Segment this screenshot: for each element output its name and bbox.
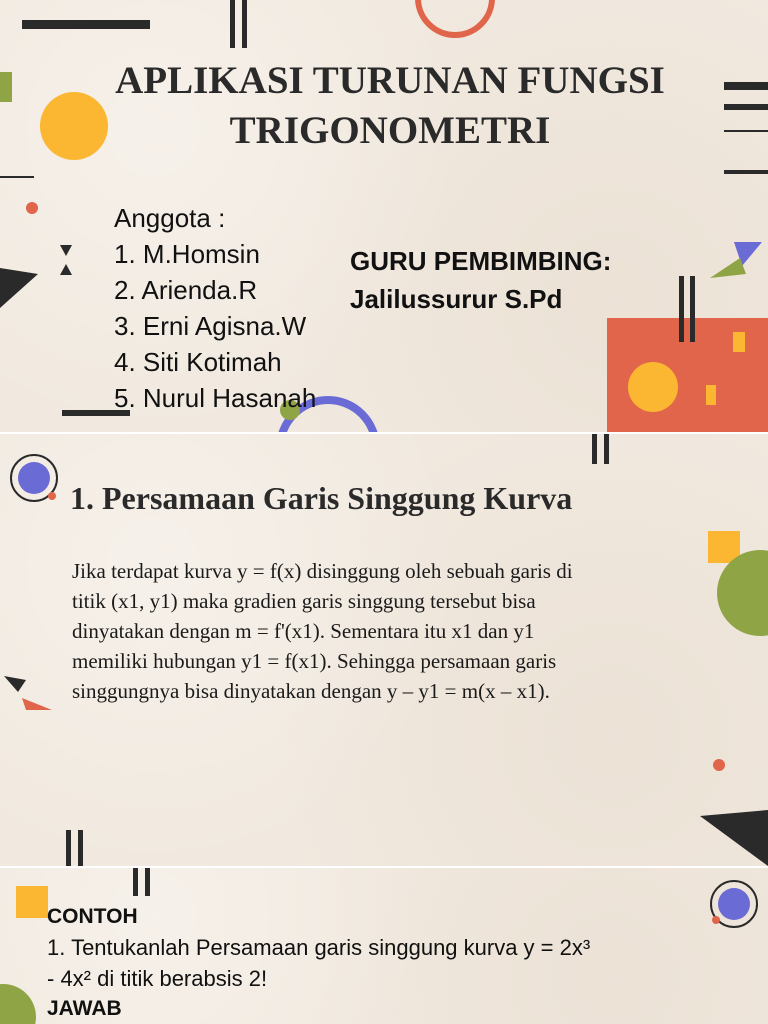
- dark-triangle-decoration: [0, 268, 42, 310]
- supervisor-label: GURU PEMBIMBING:: [350, 246, 612, 276]
- double-line-decoration: [679, 276, 684, 342]
- yellow-circle-decoration: [628, 362, 678, 412]
- body-line: memiliki hubungan y1 = f(x1). Sehingga persamaan garis: [72, 649, 557, 673]
- right-bar-decoration: [724, 104, 768, 110]
- supervisor-name: Jalilussurur S.Pd: [350, 284, 563, 314]
- question-line: - 4x² di titik berabsis 2!: [47, 966, 268, 991]
- yellow-square-decoration: [733, 332, 745, 352]
- green-square-decoration: [0, 72, 12, 102]
- dark-triangle-decoration: [700, 810, 768, 866]
- double-line-decoration: [604, 434, 609, 464]
- presentation-title: [60, 56, 720, 156]
- members-list: [114, 200, 316, 416]
- orange-dot-decoration: [713, 759, 725, 771]
- double-line-decoration: [133, 868, 138, 896]
- example-block: [47, 902, 727, 1024]
- thin-line-decoration: [0, 176, 34, 178]
- triangle-pair-decoration: [708, 242, 764, 282]
- double-line-decoration: [78, 830, 83, 866]
- slide-tangent-line: [0, 434, 768, 866]
- right-bar-decoration: [724, 82, 768, 90]
- body-line: Jika terdapat kurva y = f(x) disinggung oleh sebuah garis di: [72, 559, 573, 583]
- double-line-decoration: [230, 0, 235, 48]
- member-item: 5. Nurul Hasanah: [114, 383, 317, 413]
- orange-dot-decoration: [26, 202, 38, 214]
- double-line-decoration: [592, 434, 597, 464]
- member-item: 4. Siti Kotimah: [114, 347, 282, 377]
- orange-dot-decoration: [48, 492, 56, 500]
- double-line-decoration: [145, 868, 150, 896]
- members-label: Anggota :: [114, 203, 226, 233]
- body-line: singgungnya bisa dinyatakan dengan y – y1 = m(x – x1).: [72, 679, 550, 703]
- hourglass-decoration: [60, 245, 72, 275]
- orange-ring-decoration: [415, 0, 495, 38]
- double-line-decoration: [242, 0, 247, 48]
- arrow-triangle-decoration: [4, 676, 54, 716]
- section-heading: 1. Persamaan Garis Singgung Kurva: [70, 480, 573, 516]
- green-circle-decoration: [0, 984, 36, 1024]
- title-line-1: APLIKASI TURUNAN FUNGSI: [115, 59, 665, 102]
- double-line-decoration: [66, 830, 71, 866]
- body-line: titik (x1, y1) maka gradien garis singgung tersebut bisa: [72, 589, 536, 613]
- body-line: dinyatakan dengan m = f'(x1). Sementara itu x1 dan y1: [72, 619, 535, 643]
- answer-label: JAWAB: [47, 997, 122, 1020]
- slide-example: [0, 868, 768, 1024]
- supervisor-block: [350, 242, 611, 318]
- member-item: 1. M.Homsin: [114, 239, 260, 269]
- member-item: 3. Erni Agisna.W: [114, 311, 307, 341]
- example-label: CONTOH: [47, 905, 138, 928]
- title-line-2: TRIGONOMETRI: [229, 109, 551, 152]
- dark-bar-decoration: [22, 20, 150, 29]
- right-line-decoration: [724, 130, 768, 132]
- question-line: 1. Tentukanlah Persamaan garis singgung kurva y = 2x³: [47, 935, 591, 960]
- slide-title: [0, 0, 768, 432]
- double-line-decoration: [690, 276, 695, 342]
- purple-circle-decoration: [18, 462, 50, 494]
- section-body: [72, 556, 702, 706]
- yellow-square-decoration: [706, 385, 716, 405]
- yellow-square-decoration: [16, 886, 48, 918]
- right-bar-decoration: [724, 170, 768, 174]
- member-item: 2. Arienda.R: [114, 275, 258, 305]
